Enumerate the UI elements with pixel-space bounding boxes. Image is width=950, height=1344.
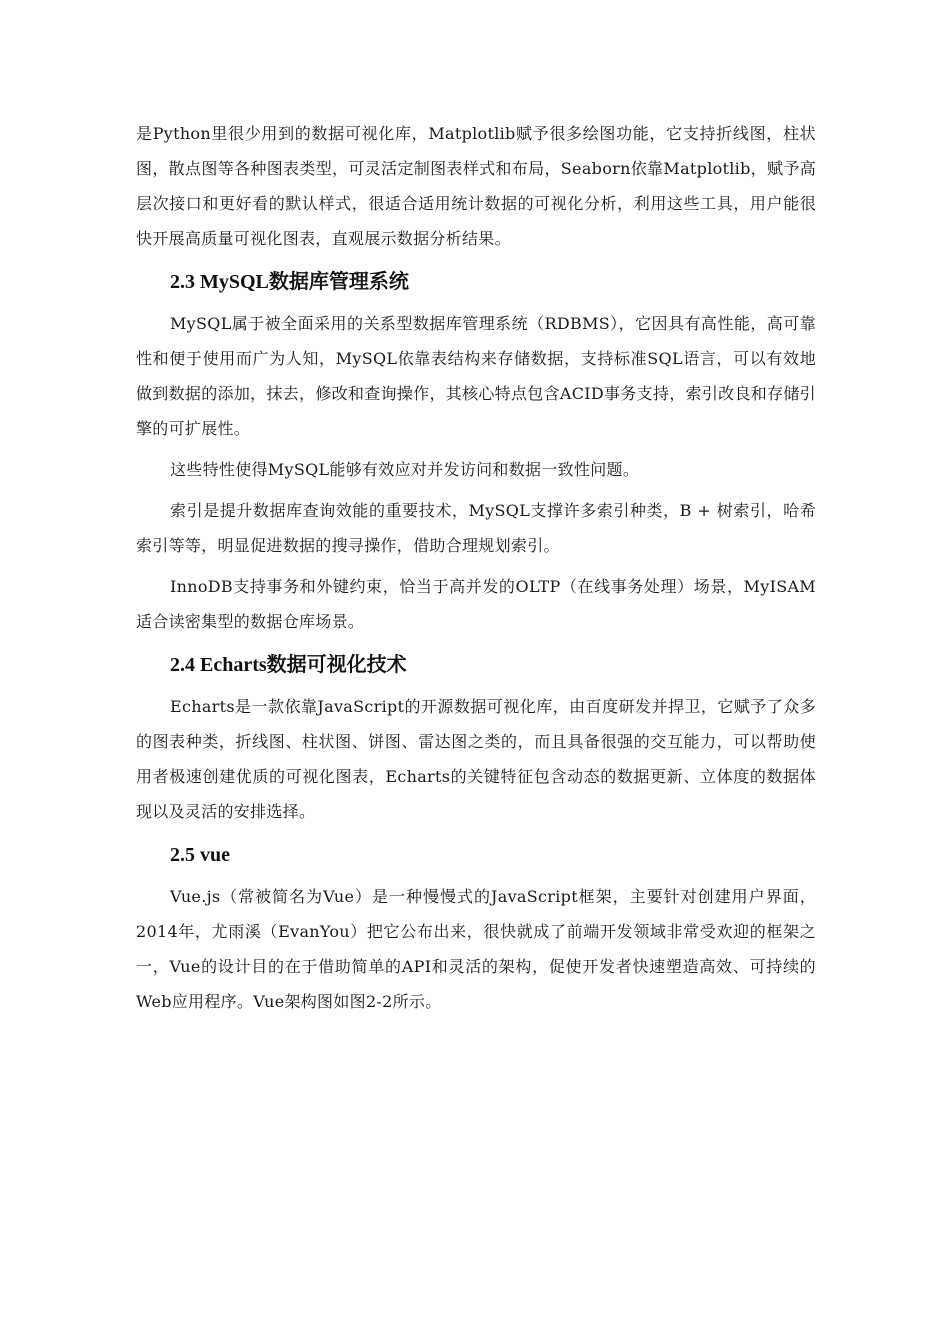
section-mysql	[136, 262, 816, 639]
intro-paragraph: 是Python里很少用到的数据可视化库，Matplotlib赋予很多绘图功能，它支持折线图，柱状图，散点图等各种图表类型，可灵活定制图表样式和布局，Seaborn依靠Matplotlib，赋予高层次接口和更好看的默认样式，很适合适用统计数据的可视化分析，利用这些工具，用户能很快开展高质量可视化图表，直观展示数据分析结果。	[136, 124, 816, 248]
section-heading: 2.3 MySQL数据库管理系统	[170, 271, 409, 293]
paragraph: InnoDB支持事务和外键约束，恰当于高并发的OLTP（在线事务处理）场景，MyISAM适合读密集型的数据仓库场景。	[136, 577, 816, 631]
section-echarts	[136, 645, 816, 829]
section-heading: 2.4 Echarts数据可视化技术	[170, 654, 407, 676]
paragraph: 这些特性使得MySQL能够有效应对并发访问和数据一致性问题。	[170, 460, 640, 479]
paragraph: MySQL属于被全面采用的关系型数据库管理系统（RDBMS），它因具有高性能，高可靠性和便于使用而广为人知，MySQL依靠表结构来存储数据，支持标准SQL语言，可以有效地做到数据的添加，抹去，修改和查询操作，其核心特点包含ACID事务支持，索引改良和存储引擎的可扩展性。	[136, 314, 816, 438]
paragraph: Vue.js（常被简名为Vue）是一种慢慢式的JavaScript框架，主要针对创建用户界面，2014年，尤雨溪（EvanYou）把它公布出来，很快就成了前端开发领域非常受欢迎的框架之一，Vue的设计目的在于借助简单的API和灵活的架构，促使开发者快速塑造高效、可持续的Web应用程序。Vue架构图如图2-2所示。	[136, 887, 816, 1011]
document-body	[136, 116, 816, 1025]
paragraph: Echarts是一款依靠JavaScript的开源数据可视化库，由百度研发并捍卫，它赋予了众多的图表种类，折线图、柱状图、饼图、雷达图之类的，而且具备很强的交互能力，可以帮助使用者极速创建优质的可视化图表，Echarts的关键特征包含动态的数据更新、立体度的数据体现以及灵活的安排选择。	[136, 697, 816, 821]
section-vue	[136, 835, 816, 1019]
section-heading: 2.5 vue	[170, 844, 230, 866]
paragraph: 索引是提升数据库查询效能的重要技术，MySQL支撑许多索引种类，B + 树索引，哈希索引等等，明显促进数据的搜寻操作，借助合理规划索引。	[136, 501, 816, 555]
